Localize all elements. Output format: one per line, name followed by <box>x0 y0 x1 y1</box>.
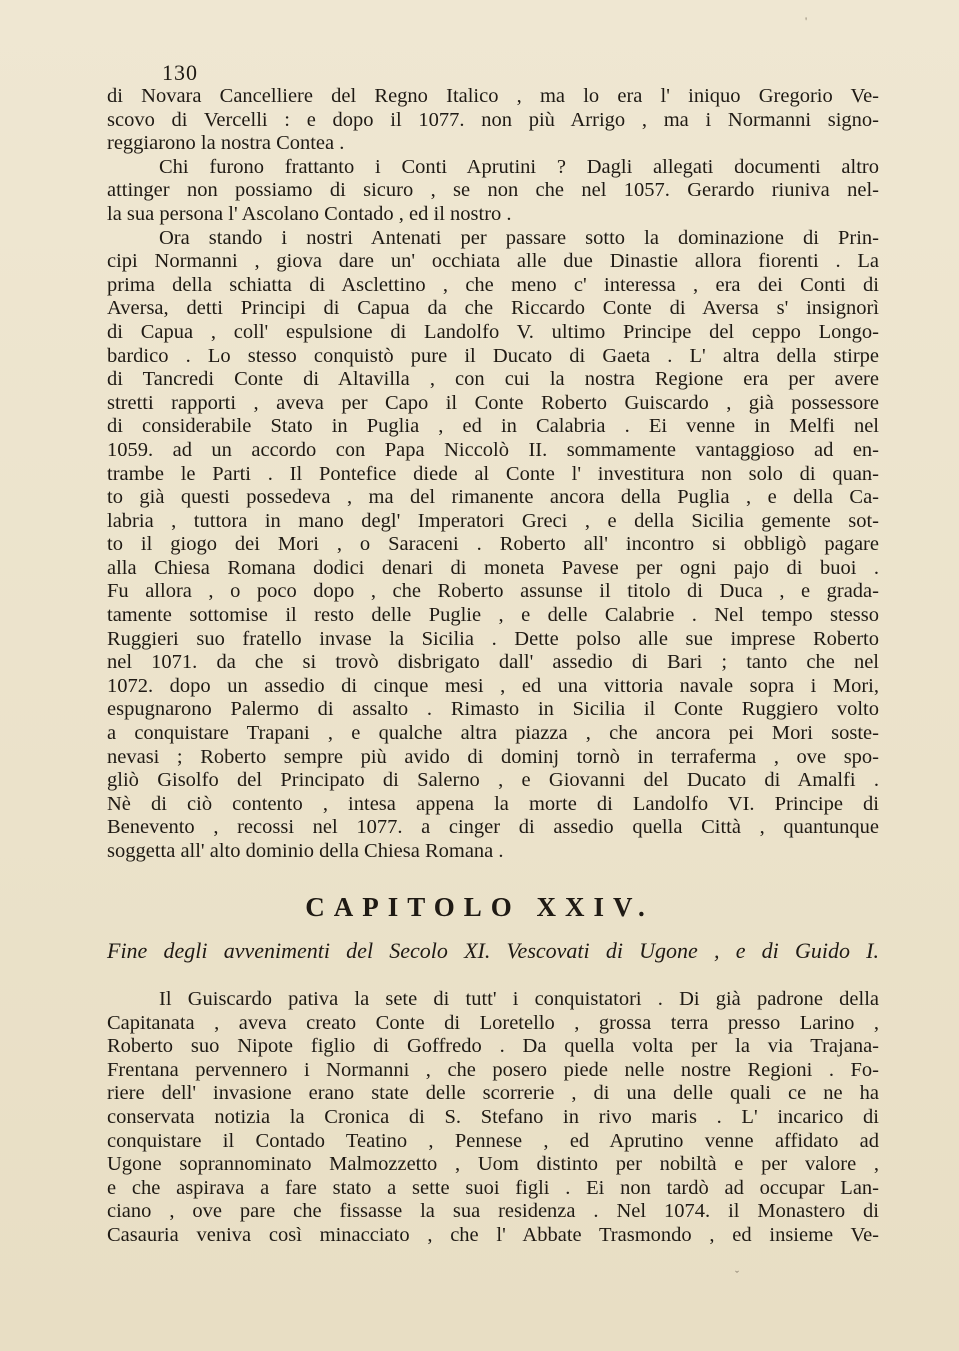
text-line: cipi Normanni , giova dare un' occhiata alle due Dinastie allora fiorenti . La <box>107 250 879 273</box>
page-speck: ' <box>805 14 808 28</box>
text-line: stretti rapporti , aveva per Capo il Conte Roberto Guiscardo , già possessore <box>107 391 879 414</box>
text-line: 1059. ad un accordo con Papa Niccolò II. sommamente vantaggioso ad en- <box>107 438 879 461</box>
text-line: Frentana pervennero i Normanni , che posero piede nelle nostre Regioni . Fo- <box>107 1058 879 1081</box>
body-text-top <box>107 85 879 864</box>
text-line: Aversa, detti Principi di Capua da che Riccardo Conte di Aversa s' insignorì <box>107 297 879 320</box>
page-speck: ˇ <box>735 1268 739 1282</box>
text-line: di considerabile Stato in Puglia , ed in Calabria . Ei venne in Melfi nel <box>107 415 879 438</box>
body-text-bottom <box>107 988 879 1248</box>
text-line: alla Chiesa Romana dodici denari di moneta Pavese per ogni pajo di buoi . <box>107 556 879 579</box>
text-line: espugnarono Palermo di assalto . Rimasto in Sicilia il Conte Ruggiero volto <box>107 698 879 721</box>
text-line: Ora stando i nostri Antenati per passare sotto la dominazione di Prin- <box>159 226 879 249</box>
text-line: Ugone soprannominato Malmozzetto , Uom distinto per nobiltà e per valore , <box>107 1153 879 1176</box>
text-line: Fu allora , o poco dopo , che Roberto assunse il titolo di Duca , e grada- <box>107 580 879 603</box>
text-line: prima della schiatta di Asclettino , che meno c' interessa , era dei Conti di <box>107 273 879 296</box>
text-line: attinger non possiamo di sicuro , se non che nel 1057. Gerardo riuniva nel- <box>107 179 879 202</box>
text-line: di Capua , coll' espulsione di Landolfo V. ultimo Principe del ceppo Longo- <box>107 320 879 343</box>
text-line: tamente sottomise il resto delle Puglie , e delle Calabrie . Nel tempo stesso <box>107 604 879 627</box>
chapter-subtitle: Fine degli avvenimenti del Secolo XI. Vescovati di Ugone , e di Guido I. <box>107 938 879 963</box>
text-line: Chi furono frattanto i Conti Aprutini ? Dagli allegati documenti altro <box>159 155 879 178</box>
text-line: Il Guiscardo pativa la sete di tutt' i conquistatori . Di già padrone della <box>159 988 879 1010</box>
text-line: scovo di Vercelli : e dopo il 1077. non più Arrigo , ma i Normanni signo- <box>107 108 879 131</box>
text-line: conservata notizia la Cronica di S. Stefano in rivo maris . L' incarico di <box>107 1105 879 1128</box>
page-number: 130 <box>162 60 198 85</box>
text-line: Capitanata , aveva creato Conte di Loretello , grossa terra presso Larino , <box>107 1011 879 1034</box>
text-line: nel 1071. da che si trovò disbrigato dall' assedio di Bari ; tanto che nel <box>107 651 879 674</box>
text-line: to il giogo dei Mori , o Saraceni . Roberto all' incontro si obbligò pagare <box>107 533 879 556</box>
text-line: riere dell' invasione erano state delle scorrerie , di una delle quali ce ne ha <box>107 1082 879 1105</box>
text-line: to già questi possedeva , ma del rimanente ancora della Puglia , e della Ca- <box>107 486 879 509</box>
text-line: trambe le Parti . Il Pontefice diede al Conte l' investitura non solo di quan- <box>107 462 879 485</box>
text-line: Roberto suo Nipote figlio di Goffredo . Da quella volta per la via Trajana- <box>107 1035 879 1058</box>
text-line: ciano , ove pare che fissasse la sua residenza . Nel 1074. il Monastero di <box>107 1200 879 1223</box>
text-line: di Tancredi Conte di Altavilla , con cui la nostra Regione era per avere <box>107 368 879 391</box>
text-line: soggetta all' alto dominio della Chiesa Romana . <box>107 840 504 862</box>
text-line: di Novara Cancelliere del Regno Italico , ma lo era l' iniquo Gregorio Ve- <box>107 85 879 107</box>
text-line: Nè di ciò contento , intesa appena la morte di Landolfo VI. Principe di <box>107 792 879 815</box>
text-line: Ruggieri suo fratello invase la Sicilia . Dette polso alle sue imprese Roberto <box>107 627 879 650</box>
text-line: la sua persona l' Ascolano Contado , ed il nostro . <box>107 202 512 225</box>
text-line: reggiarono la nostra Contea . <box>107 132 345 155</box>
text-line: a conquistare Trapani , e qualche altra piazza , che ancora pei Mori soste- <box>107 722 879 745</box>
text-line: bardico . Lo stesso conquistò pure il Ducato di Gaeta . L' altra della stirpe <box>107 344 879 367</box>
text-line: gliò Gisolfo del Principato di Salerno , e Giovanni del Ducato di Amalfi . <box>107 769 879 792</box>
chapter-title: CAPITOLO XXIV. <box>305 892 654 922</box>
text-line: labria , tuttora in mano degl' Imperatori Greci , e della Sicilia gemente sot- <box>107 509 879 532</box>
text-line: 1072. dopo un assedio di cinque mesi , ed una vittoria navale sopra i Mori, <box>107 674 879 697</box>
text-line: conquistare il Contado Teatino , Pennese , ed Aprutino venne affidato ad <box>107 1129 879 1152</box>
text-line: Benevento , recossi nel 1077. a cinger di assedio quella Città , quantunque <box>107 816 879 839</box>
text-line: e che aspirava a fare stato a sette suoi figli . Ei non tardò ad occupar Lan- <box>107 1176 879 1199</box>
text-line: nevasi ; Roberto sempre più avido di dominj tornò in terraferma , ove spo- <box>107 745 879 768</box>
text-line: Casauria veniva così minacciato , che l' Abbate Trasmondo , ed insieme Ve- <box>107 1223 879 1246</box>
